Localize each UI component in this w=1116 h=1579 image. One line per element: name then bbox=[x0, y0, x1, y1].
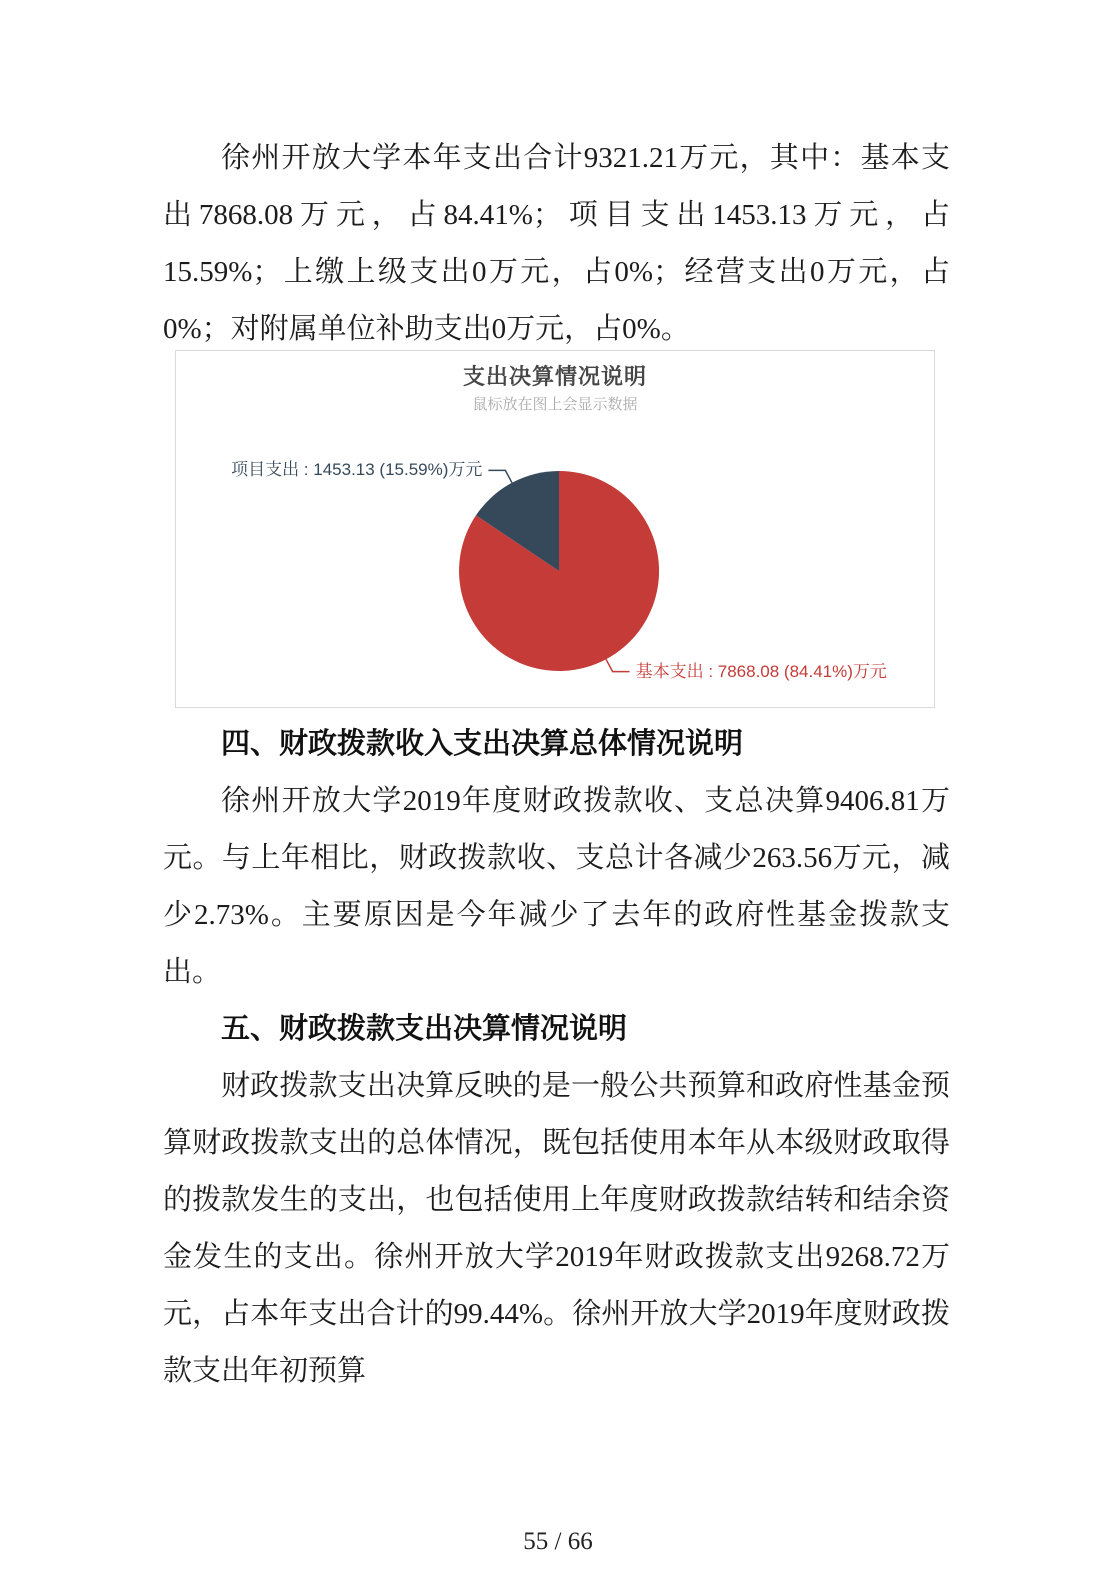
expense-pie-chart[interactable] bbox=[175, 350, 935, 708]
pie-label-project-expense: 项目支出 : 1453.13 (15.59%)万元 bbox=[231, 460, 483, 480]
chart-title: 支出决算情况说明 bbox=[462, 364, 647, 389]
section-heading-fiscal-expenditure-detail: 五、财政拨款支出决算情况说明 bbox=[221, 1013, 628, 1045]
chart-subtitle: 鼠标放在图上会显示数据 bbox=[472, 396, 638, 413]
section-heading-fiscal-appropriation-overview: 四、财政拨款收入支出决算总体情况说明 bbox=[221, 728, 744, 760]
pie-label-line-project-expense bbox=[488, 470, 512, 482]
page-number: 55 / 66 bbox=[523, 1528, 593, 1555]
paragraph-fiscal-appropriation-overview: 徐州开放大学2019年度财政拨款收、支总决算9406.81万元。与上年相比，财政拨款收、支总计各减少263.56万元，减少2.73%。主要原因是今年减少了去年的政府性基金拨款支出。 bbox=[163, 785, 950, 988]
pie-label-basic-expense: 基本支出 : 7868.08 (84.41%)万元 bbox=[635, 661, 887, 681]
paragraph-fiscal-expenditure-detail: 财政拨款支出决算反映的是一般公共预算和政府性基金预算财政拨款支出的总体情况，既包括使用本年从本级财政取得的拨款发生的支出，也包括使用上年度财政拨款结转和结余资金发生的支出。徐州开放大学2019年财政拨款支出9268.72万元，占本年支出合计的99.44%。徐州开放大学2019年度财政拨款支出年初预算 bbox=[163, 1070, 950, 1387]
pie-label-line-basic-expense bbox=[606, 659, 630, 671]
paragraph-expense-summary: 徐州开放大学本年支出合计9321.21万元，其中：基本支出7868.08万元，占84.41%；项目支出1453.13万元，占15.59%；上缴上级支出0万元，占0%；经营支出0万元，占0%；对附属单位补助支出0万元，占0%。 bbox=[163, 142, 950, 345]
